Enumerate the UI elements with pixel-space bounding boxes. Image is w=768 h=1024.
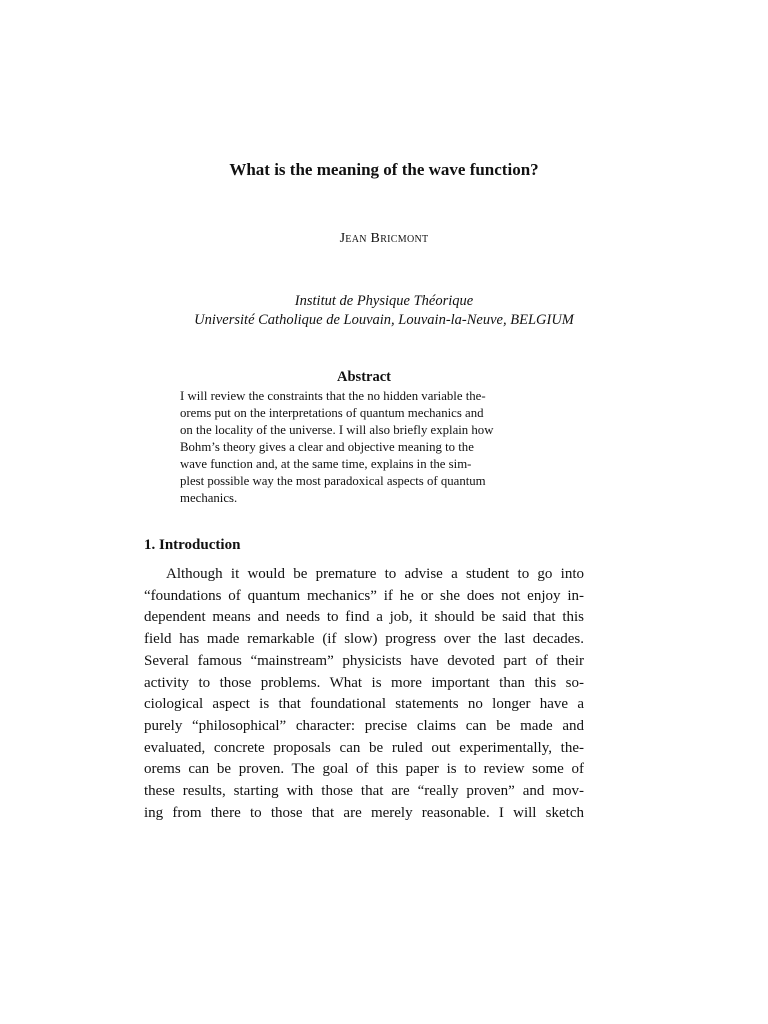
body-line: field has made remarkable (if slow) progress over the last decades. [144, 631, 584, 648]
body-line: purely “philosophical” character: precise claims can be made and [144, 717, 584, 734]
affiliation-line: Université Catholique de Louvain, Louvain-la-Neuve, BELGIUM [194, 312, 574, 328]
abstract-line: I will review the constraints that the no hidden variable the- [180, 389, 486, 403]
body-line: evaluated, concrete proposals can be ruled out experimentally, the- [144, 739, 584, 756]
body-line: Although it would be premature to advise a student to go into [166, 566, 584, 582]
author-name: Jean Bricmont [339, 231, 429, 246]
body-line: activity to those problems. What is more important than this so- [144, 674, 584, 691]
abstract-line: orems put on the interpretations of quantum mechanics and [180, 406, 484, 420]
abstract-heading: Abstract [337, 369, 391, 385]
section-body [144, 564, 584, 824]
affiliation-line: Institut de Physique Théorique [294, 293, 474, 309]
body-line: “foundations of quantum mechanics” if he or she does not enjoy in- [144, 587, 584, 604]
abstract-line: mechanics. [180, 491, 238, 505]
body-line: dependent means and needs to find a job, it should be said that this [144, 609, 584, 626]
body-line: these results, starting with those that are “really proven” and mov- [144, 783, 584, 800]
section-heading: 1. Introduction [144, 537, 241, 553]
paper-title: What is the meaning of the wave function? [229, 160, 539, 179]
abstract-line: Bohm’s theory gives a clear and objective meaning to the [180, 440, 474, 454]
body-line: Several famous “mainstream” physicists have devoted part of their [144, 652, 584, 669]
abstract-line: wave function and, at the same time, explains in the sim- [180, 457, 472, 471]
body-line: orems can be proven. The goal of this paper is to review some of [144, 761, 584, 778]
abstract-line: plest possible way the most paradoxical aspects of quantum [180, 474, 486, 488]
affiliation [0, 292, 768, 330]
body-line: ing from there to those that are merely reasonable. I will sketch [144, 804, 584, 821]
abstract-body [180, 388, 552, 507]
abstract-line: on the locality of the universe. I will also briefly explain how [180, 423, 494, 437]
body-line: ciological aspect is that foundational statements no longer have a [144, 696, 584, 713]
